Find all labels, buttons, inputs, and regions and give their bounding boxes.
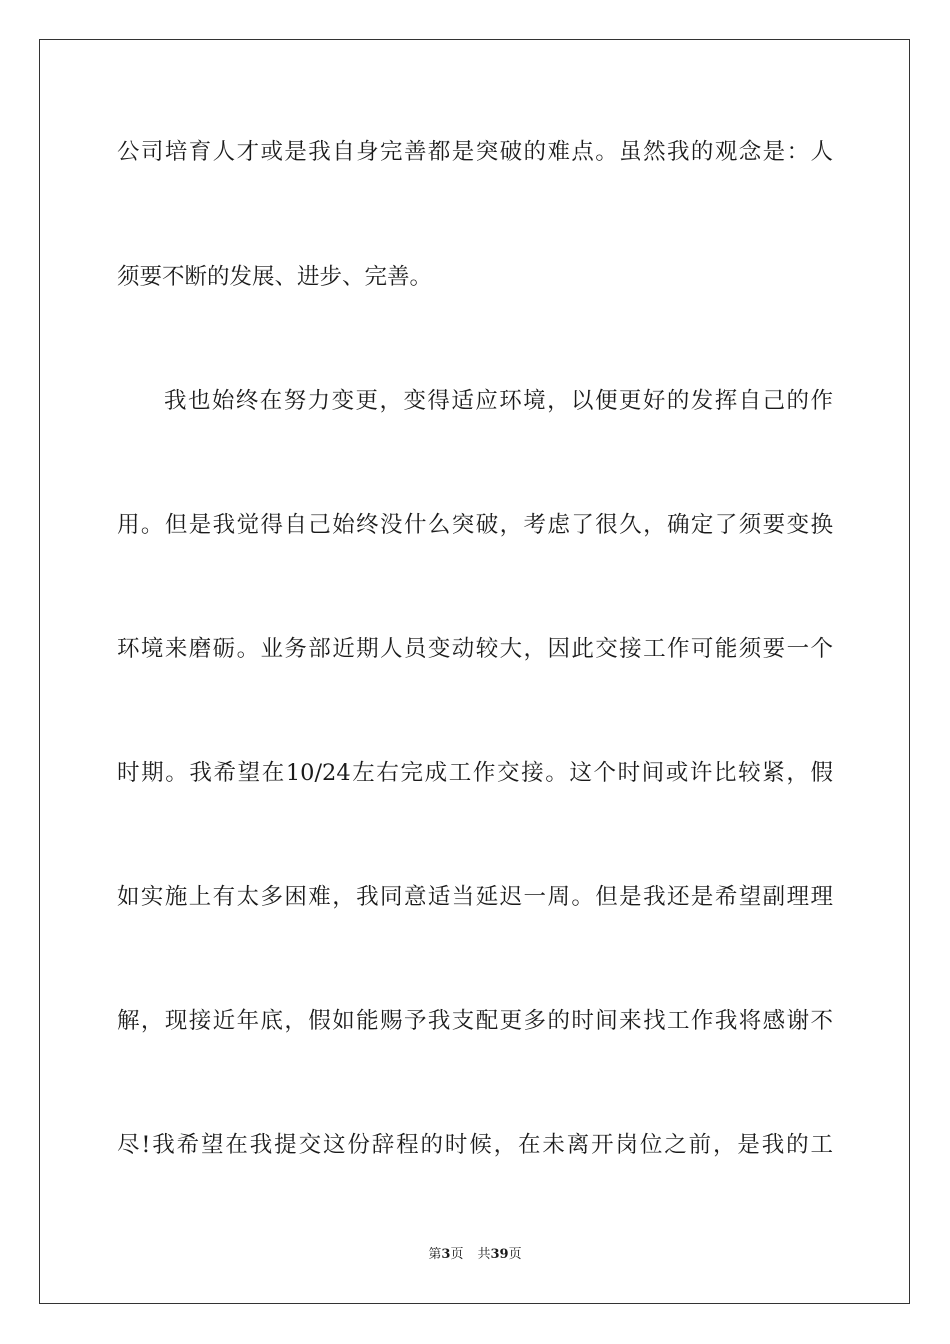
page-footer — [0, 1246, 950, 1264]
text-line-6: 时期。我希望在10/24左右完成工作交接。这个时间或许比较紧，假 — [117, 760, 833, 786]
text-line-4: 用。但是我觉得自己始终没什么突破，考虑了很久，确定了须要变换 — [117, 512, 833, 538]
text-line-7: 如实施上有太多困难，我同意适当延迟一周。但是我还是希望副理理 — [117, 884, 833, 910]
page-border — [39, 39, 910, 1304]
footer-total-pages: 39 — [490, 1247, 509, 1262]
text-line-3: 我也始终在努力变更，变得适应环境，以便更好的发挥自己的作 — [164, 388, 833, 414]
footer-page-number: 3 — [441, 1247, 451, 1262]
text-line-8: 解，现接近年底，假如能赐予我支配更多的时间来找工作我将感谢不 — [117, 1008, 833, 1034]
text-line-2: 须要不断的发展、进步、完善。 — [117, 264, 433, 290]
footer-total-prefix: 共 — [477, 1247, 491, 1262]
footer-page-prefix: 第 — [428, 1247, 442, 1262]
text-line-1: 公司培育人才或是我自身完善都是突破的难点。虽然我的观念是：人 — [117, 139, 833, 165]
footer-page-suffix: 页 — [450, 1247, 464, 1262]
text-line-9: 尽!我希望在我提交这份辞程的时候，在未离开岗位之前，是我的工 — [117, 1132, 833, 1158]
footer-total-suffix: 页 — [508, 1247, 522, 1262]
text-line-5: 环境来磨砺。业务部近期人员变动较大，因此交接工作可能须要一个 — [117, 636, 833, 662]
